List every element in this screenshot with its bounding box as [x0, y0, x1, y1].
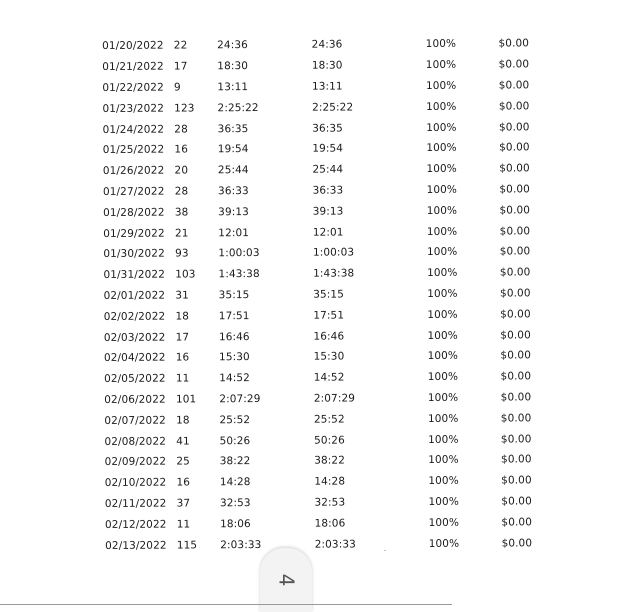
count-cell: 28: [174, 123, 188, 136]
table-row: [97, 137, 547, 161]
billed-duration-cell: 18:30: [311, 59, 343, 72]
date-cell: 02/08/2022: [104, 435, 167, 448]
amount-cell: $0.00: [499, 245, 531, 258]
percent-cell: 100%: [426, 142, 457, 155]
duration-cell: 2:25:22: [217, 101, 259, 115]
amount-cell: $0.00: [500, 308, 531, 321]
table-row: [96, 75, 546, 99]
count-cell: 9: [173, 81, 181, 94]
amount-cell: $0.00: [499, 141, 530, 154]
date-cell: 02/09/2022: [104, 455, 167, 469]
percent-cell: 100%: [427, 350, 459, 363]
date-cell: 01/21/2022: [102, 60, 164, 74]
duration-cell: 1:43:38: [218, 268, 260, 281]
amount-cell: $0.00: [499, 162, 530, 175]
duration-cell: 14:28: [219, 476, 251, 489]
date-cell: 02/02/2022: [103, 310, 166, 323]
duration-cell: 14:52: [219, 372, 250, 385]
amount-cell: $0.00: [500, 453, 532, 466]
table-row: [97, 200, 547, 224]
date-cell: 02/12/2022: [104, 518, 167, 531]
billed-duration-cell: 2:07:29: [313, 392, 356, 405]
percent-cell: 100%: [428, 433, 459, 446]
amount-cell: $0.00: [501, 516, 533, 529]
count-cell: 115: [176, 538, 198, 552]
date-cell: 02/06/2022: [104, 393, 166, 406]
date-cell: 02/11/2022: [104, 497, 167, 510]
table-row: [97, 241, 547, 265]
table-row: [96, 96, 546, 120]
count-cell: 22: [173, 39, 188, 52]
date-cell: 01/28/2022: [103, 206, 165, 219]
table-row: [96, 54, 546, 78]
percent-cell: 100%: [427, 266, 458, 280]
date-cell: 01/25/2022: [102, 143, 165, 157]
billed-duration-cell: 25:44: [312, 163, 344, 176]
page-number-tab[interactable]: [260, 548, 312, 612]
percent-cell: 100%: [428, 454, 459, 467]
duration-cell: 18:30: [217, 60, 249, 73]
billed-duration-cell: 2:03:33: [314, 537, 356, 551]
percent-cell: 100%: [426, 162, 457, 176]
table-row: [97, 179, 547, 203]
amount-cell: $0.00: [501, 495, 532, 508]
duration-cell: 35:15: [218, 289, 250, 302]
date-cell: 01/27/2022: [102, 185, 165, 198]
count-cell: 38: [174, 206, 189, 219]
usage-table-body: [96, 33, 549, 556]
date-cell: 02/13/2022: [105, 539, 167, 552]
date-cell: 01/29/2022: [103, 227, 165, 240]
billed-duration-cell: 38:22: [314, 454, 346, 468]
amount-cell: $0.00: [498, 120, 530, 134]
percent-cell: 100%: [426, 100, 457, 113]
billed-duration-cell: 19:54: [312, 142, 344, 156]
duration-cell: 13:11: [217, 81, 249, 94]
billed-duration-cell: 14:28: [314, 475, 346, 488]
billed-duration-cell: 36:33: [312, 184, 344, 197]
percent-cell: 100%: [425, 38, 457, 51]
table-row: [97, 116, 547, 140]
count-cell: 28: [174, 185, 189, 198]
duration-cell: 25:44: [217, 164, 249, 177]
percent-cell: 100%: [425, 58, 457, 72]
duration-cell: 16:46: [218, 330, 250, 343]
count-cell: 11: [175, 372, 190, 385]
count-cell: 31: [175, 289, 189, 302]
table-row: [99, 449, 549, 473]
count-cell: 11: [176, 518, 191, 531]
date-cell: 01/23/2022: [102, 102, 165, 115]
table-row: [98, 283, 548, 307]
amount-cell: $0.00: [501, 474, 532, 487]
amount-cell: $0.00: [500, 412, 532, 425]
date-cell: 01/30/2022: [103, 247, 165, 261]
billed-duration-cell: 50:26: [314, 434, 345, 447]
date-cell: 01/31/2022: [103, 268, 166, 282]
duration-cell: 32:53: [219, 496, 251, 510]
billed-duration-cell: 36:35: [312, 122, 343, 135]
count-cell: 21: [174, 227, 189, 240]
table-row: [97, 220, 547, 244]
amount-cell: $0.00: [498, 37, 530, 50]
billed-duration-cell: 32:53: [314, 496, 346, 509]
billed-duration-cell: 39:13: [312, 205, 344, 218]
percent-cell: 100%: [428, 516, 460, 529]
table-row: [98, 304, 548, 328]
table-row: [98, 324, 548, 348]
billed-duration-cell: 25:52: [313, 413, 345, 426]
percent-cell: 100%: [426, 225, 458, 238]
duration-cell: 2:03:33: [220, 538, 262, 551]
table-row: [99, 532, 549, 556]
duration-cell: 25:52: [219, 413, 251, 426]
date-cell: 02/10/2022: [104, 476, 167, 490]
percent-cell: 100%: [427, 329, 458, 342]
count-cell: 101: [175, 393, 197, 406]
duration-cell: 39:13: [218, 205, 249, 219]
percent-cell: 100%: [428, 474, 459, 488]
date-cell: 02/07/2022: [104, 414, 166, 427]
duration-cell: 36:35: [217, 122, 249, 135]
billed-duration-cell: 15:30: [313, 350, 345, 364]
amount-cell: $0.00: [498, 58, 530, 71]
date-cell: 02/01/2022: [103, 289, 166, 302]
duration-cell: 2:07:29: [219, 392, 261, 406]
scan-speck: [384, 550, 386, 551]
amount-cell: $0.00: [499, 183, 530, 196]
amount-cell: $0.00: [500, 328, 531, 342]
amount-cell: $0.00: [499, 224, 531, 238]
date-cell: 02/05/2022: [104, 372, 166, 386]
duration-cell: 17:51: [218, 309, 250, 323]
percent-cell: 100%: [428, 495, 459, 508]
count-cell: 16: [175, 351, 190, 364]
amount-cell: $0.00: [499, 204, 531, 217]
duration-cell: 12:01: [218, 226, 250, 239]
billed-duration-cell: 14:52: [313, 371, 345, 384]
table-row: [98, 366, 548, 390]
percent-cell: 100%: [426, 246, 458, 259]
percent-cell: 100%: [425, 79, 457, 92]
percent-cell: 100%: [427, 412, 459, 425]
amount-cell: $0.00: [498, 100, 530, 113]
billed-duration-cell: 24:36: [311, 38, 343, 52]
percent-cell: 100%: [426, 183, 458, 196]
percent-cell: 100%: [427, 308, 458, 321]
duration-cell: 24:36: [217, 39, 248, 52]
billed-duration-cell: 17:51: [313, 309, 345, 322]
table-row: [98, 408, 548, 432]
table-row: [98, 345, 548, 369]
amount-cell: $0.00: [501, 536, 533, 550]
billed-duration-cell: 16:46: [313, 330, 345, 343]
percent-cell: 100%: [426, 204, 458, 217]
table-row: [97, 158, 547, 182]
table-row: [98, 428, 548, 452]
billed-duration-cell: 35:15: [313, 288, 344, 301]
date-cell: 01/20/2022: [102, 39, 164, 53]
amount-cell: $0.00: [499, 266, 531, 279]
date-cell: 02/03/2022: [103, 331, 166, 344]
count-cell: 18: [176, 414, 190, 427]
billed-duration-cell: 1:43:38: [313, 267, 355, 280]
table-row: [99, 491, 549, 515]
count-cell: 25: [176, 455, 190, 468]
duration-cell: 15:30: [219, 351, 250, 364]
count-cell: 17: [175, 330, 190, 344]
page-bottom-edge: [0, 604, 452, 605]
billed-duration-cell: 18:06: [314, 517, 346, 530]
amount-cell: $0.00: [500, 432, 532, 446]
table-row: [99, 512, 549, 536]
date-cell: 01/24/2022: [102, 123, 165, 136]
billed-duration-cell: 13:11: [311, 80, 343, 93]
table-row: [99, 470, 549, 494]
date-cell: 01/26/2022: [102, 164, 165, 178]
table-row: [96, 33, 546, 57]
duration-cell: 19:54: [217, 143, 249, 156]
percent-cell: 100%: [427, 370, 459, 384]
percent-cell: 100%: [427, 391, 459, 404]
duration-cell: 1:00:03: [218, 247, 260, 260]
count-cell: 123: [174, 102, 195, 115]
amount-cell: $0.00: [500, 370, 532, 383]
percent-cell: 100%: [427, 287, 458, 300]
billed-duration-cell: 12:01: [312, 226, 344, 239]
count-cell: 20: [174, 164, 189, 177]
duration-cell: 38:22: [219, 455, 251, 468]
count-cell: 41: [176, 434, 190, 448]
billed-duration-cell: 1:00:03: [312, 246, 355, 260]
billed-duration-cell: 2:25:22: [312, 101, 354, 114]
duration-cell: 18:06: [220, 517, 251, 530]
duration-cell: 36:33: [217, 185, 249, 198]
count-cell: 93: [175, 247, 189, 260]
page-number: 4: [273, 573, 298, 587]
percent-cell: 100%: [428, 537, 460, 550]
duration-cell: 50:26: [219, 434, 251, 447]
date-cell: 01/22/2022: [102, 81, 164, 94]
amount-cell: $0.00: [500, 349, 531, 362]
count-cell: 18: [175, 310, 190, 323]
count-cell: 17: [173, 60, 188, 73]
date-cell: 02/04/2022: [103, 351, 166, 365]
usage-table: [96, 33, 549, 556]
amount-cell: $0.00: [499, 287, 531, 300]
table-row: [98, 387, 548, 411]
table-row: [97, 262, 547, 286]
percent-cell: 100%: [426, 121, 457, 134]
count-cell: 16: [174, 143, 189, 156]
amount-cell: $0.00: [500, 391, 532, 404]
count-cell: 37: [176, 497, 191, 510]
count-cell: 16: [176, 476, 191, 489]
count-cell: 103: [175, 268, 196, 281]
amount-cell: $0.00: [498, 79, 530, 92]
